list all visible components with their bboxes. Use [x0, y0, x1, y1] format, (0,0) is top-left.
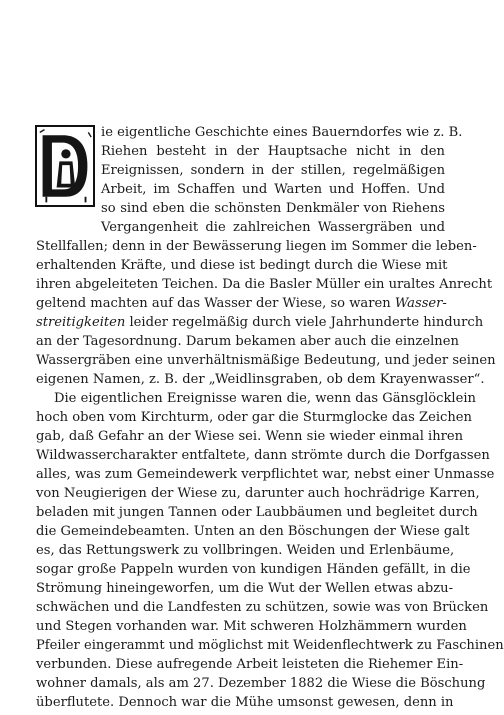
text-line: Arbeit, im Schaffen und Warten und Hoffen. Und — [101, 182, 445, 197]
text-line: beladen mit jungen Tannen oder Laubbäumen und begleitet durch — [36, 505, 478, 520]
text-line: verbunden. Diese aufregende Arbeit leisteten die Riehemer Ein- — [36, 657, 464, 672]
italic-word: streitigkeiten — [36, 315, 126, 330]
text-line: von Neugierigen der Wiese zu, darunter auch hochrädrige Karren, — [36, 486, 480, 501]
text-line: es, das Rettungswerk zu vollbringen. Weiden und Erlenbäume, — [36, 543, 455, 558]
text-line: Riehen besteht in der Hauptsache nicht in den — [101, 144, 445, 159]
decorated-initial-d — [35, 125, 95, 207]
text-line: so sind eben die schönsten Denkmäler von Riehens — [101, 201, 445, 216]
text-line: schwächen und die Landfesten zu schützen, sowie was von Brücken — [36, 600, 489, 615]
text-line — [36, 294, 445, 314]
text-line: ie eigentliche Geschichte eines Bauerndorfes wie z. B. — [101, 125, 463, 140]
text-line: Ereignissen, sondern in der stillen, regelmäßigen — [101, 163, 445, 178]
text-line: ihren abgeleiteten Teichen. Da die Basler Müller ein uraltes Anrecht — [36, 277, 493, 292]
text-line: und Stegen vorhanden war. Mit schweren Holzhämmern wurden — [36, 619, 467, 634]
italic-word: Wasser- — [394, 296, 447, 311]
text-line: Pfeiler eingerammt und möglichst mit Weidenflechtwerk zu Faschinen — [36, 638, 504, 653]
text-line: Wildwassercharakter entfaltete, dann strömte durch die Dorfgassen — [36, 448, 490, 463]
text-line: wohner damals, als am 27. Dezember 1882 die Wiese die Böschung — [36, 676, 486, 691]
text-line: überflutete. Dennoch war die Mühe umsonst gewesen, denn in — [36, 695, 454, 710]
text-line: an der Tagesordnung. Darum bekamen aber auch die einzelnen — [36, 334, 459, 349]
text-line: sogar große Pappeln wurden von kundigen Händen gefällt, in die — [36, 562, 471, 577]
text-line: eigenen Namen, z. B. der „Weidlinsgraben, ob dem Krayenwasser“. — [36, 372, 485, 387]
text-line: die Gemeindebeamten. Unten an den Böschungen der Wiese galt — [36, 524, 470, 539]
text-line: hoch oben vom Kirchturm, oder gar die Sturmglocke das Zeichen — [36, 410, 472, 425]
text-line: Die eigentlichen Ereignisse waren die, wenn das Gänsglöcklein — [54, 391, 476, 406]
text-line: Vergangenheit die zahlreichen Wassergräben und — [101, 220, 445, 235]
text-line: erhaltenden Kräfte, und diese ist bedingt durch die Wiese mit — [36, 258, 448, 273]
text-line: Strömung hineingeworfen, um die Wut der Wellen etwas abzu- — [36, 581, 453, 596]
illuminated-letter-d-icon — [37, 127, 93, 205]
text-line: alles, was zum Gemeindewerk verpflichtet war, nebst einer Unmasse — [36, 467, 495, 482]
text-line: Stellfallen; denn in der Bewässerung liegen im Sommer die leben- — [36, 239, 477, 254]
text-line: gab, daß Gefahr an der Wiese sei. Wenn sie wieder einmal ihren — [36, 429, 464, 444]
text-segment: leider regelmäßig durch viele Jahrhunderte hindurch — [125, 315, 484, 330]
text-line — [36, 313, 484, 333]
text-segment: geltend machten auf das Wasser der Wiese, so waren — [36, 296, 391, 311]
text-line: Wassergräben eine unverhältnismäßige Bedeutung, und jeder seinen — [36, 353, 496, 368]
